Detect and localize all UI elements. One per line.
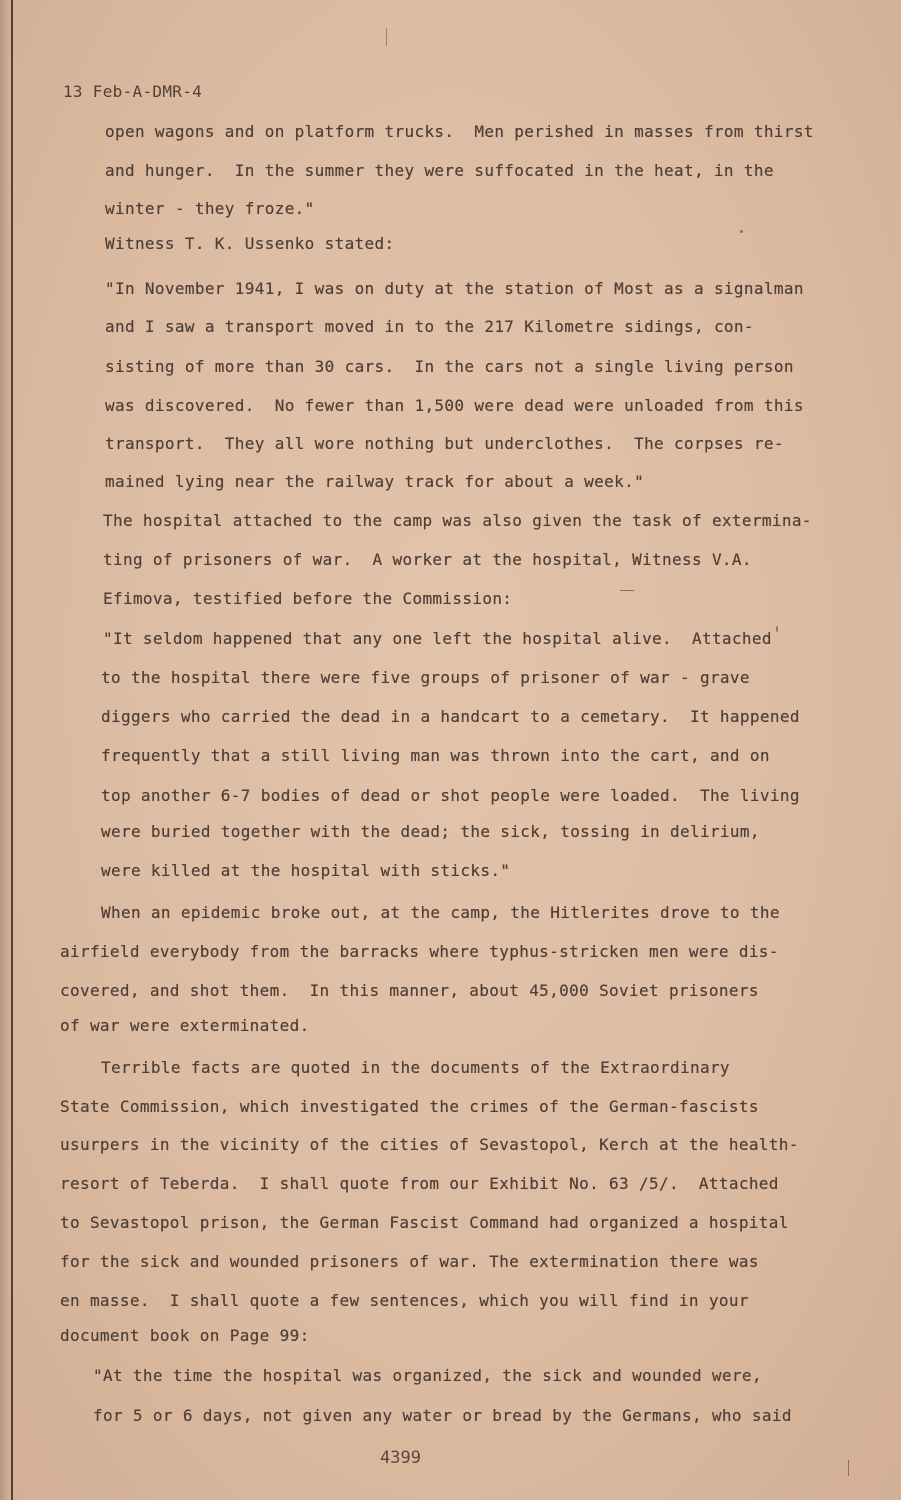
text-line: mained lying near the railway track for about a week." — [105, 472, 645, 491]
text-line: document book on Page 99: — [60, 1326, 310, 1345]
text-line: and hunger. In the summer they were suffocated in the heat, in the — [105, 161, 774, 180]
paper-speck — [776, 626, 778, 632]
text-line: covered, and shot them. In this manner, about 45,000 Soviet prisoners — [60, 981, 759, 1000]
document-header-code: 13 Feb-A-DMR-4 — [63, 82, 203, 101]
text-line: Witness T. K. Ussenko stated: — [105, 234, 395, 253]
text-line: State Commission, which investigated the crimes of the German-fascists — [60, 1097, 759, 1116]
text-line: to the hospital there were five groups of prisoner of war - grave — [101, 668, 750, 687]
text-line: The hospital attached to the camp was also given the task of extermina- — [103, 511, 812, 530]
text-line: "At the time the hospital was organized, the sick and wounded were, — [93, 1366, 762, 1385]
text-line: top another 6-7 bodies of dead or shot people were loaded. The living — [101, 786, 800, 805]
text-line: for 5 or 6 days, not given any water or bread by the Germans, who said — [93, 1406, 792, 1425]
text-line: en masse. I shall quote a few sentences, which you will find in your — [60, 1291, 749, 1310]
text-line: to Sevastopol prison, the German Fascist Command had organized a hospital — [60, 1213, 789, 1232]
binding-edge-line — [11, 0, 13, 1500]
text-line: resort of Teberda. I shall quote from our Exhibit No. 63 /5/. Attached — [60, 1174, 779, 1193]
text-line: Efimova, testified before the Commission: — [103, 589, 513, 608]
text-line: and I saw a transport moved in to the 217 Kilometre sidings, con- — [105, 317, 754, 336]
text-line: "In November 1941, I was on duty at the station of Most as a signalman — [105, 279, 804, 298]
text-line: sisting of more than 30 cars. In the cars not a single living person — [105, 357, 794, 376]
fold-mark — [386, 28, 387, 46]
text-line: winter - they froze." — [105, 199, 315, 218]
text-line: usurpers in the vicinity of the cities of Sevastopol, Kerch at the health- — [60, 1135, 799, 1154]
text-line: ting of prisoners of war. A worker at the hospital, Witness V.A. — [103, 550, 752, 569]
page-number: 4399 — [380, 1448, 421, 1468]
text-line: of war were exterminated. — [60, 1016, 310, 1035]
paper-speck — [620, 590, 634, 591]
text-line: were killed at the hospital with sticks." — [101, 861, 511, 880]
text-line: When an epidemic broke out, at the camp, the Hitlerites drove to the — [101, 903, 780, 922]
text-line: open wagons and on platform trucks. Men perished in masses from thirst — [105, 122, 814, 141]
paper-speck — [740, 230, 743, 233]
text-line: frequently that a still living man was thrown into the cart, and on — [101, 746, 770, 765]
text-line: airfield everybody from the barracks where typhus-stricken men were dis- — [60, 942, 779, 961]
text-line: Terrible facts are quoted in the documents of the Extraordinary — [101, 1058, 730, 1077]
text-line: "It seldom happened that any one left the hospital alive. Attached — [103, 629, 772, 648]
text-line: transport. They all wore nothing but underclothes. The corpses re- — [105, 434, 784, 453]
text-line: were buried together with the dead; the sick, tossing in delirium, — [101, 822, 760, 841]
paper-speck — [848, 1460, 849, 1476]
text-line: was discovered. No fewer than 1,500 were dead were unloaded from this — [105, 396, 804, 415]
text-line: diggers who carried the dead in a handcart to a cemetary. It happened — [101, 707, 800, 726]
text-line: for the sick and wounded prisoners of war. The extermination there was — [60, 1252, 759, 1271]
